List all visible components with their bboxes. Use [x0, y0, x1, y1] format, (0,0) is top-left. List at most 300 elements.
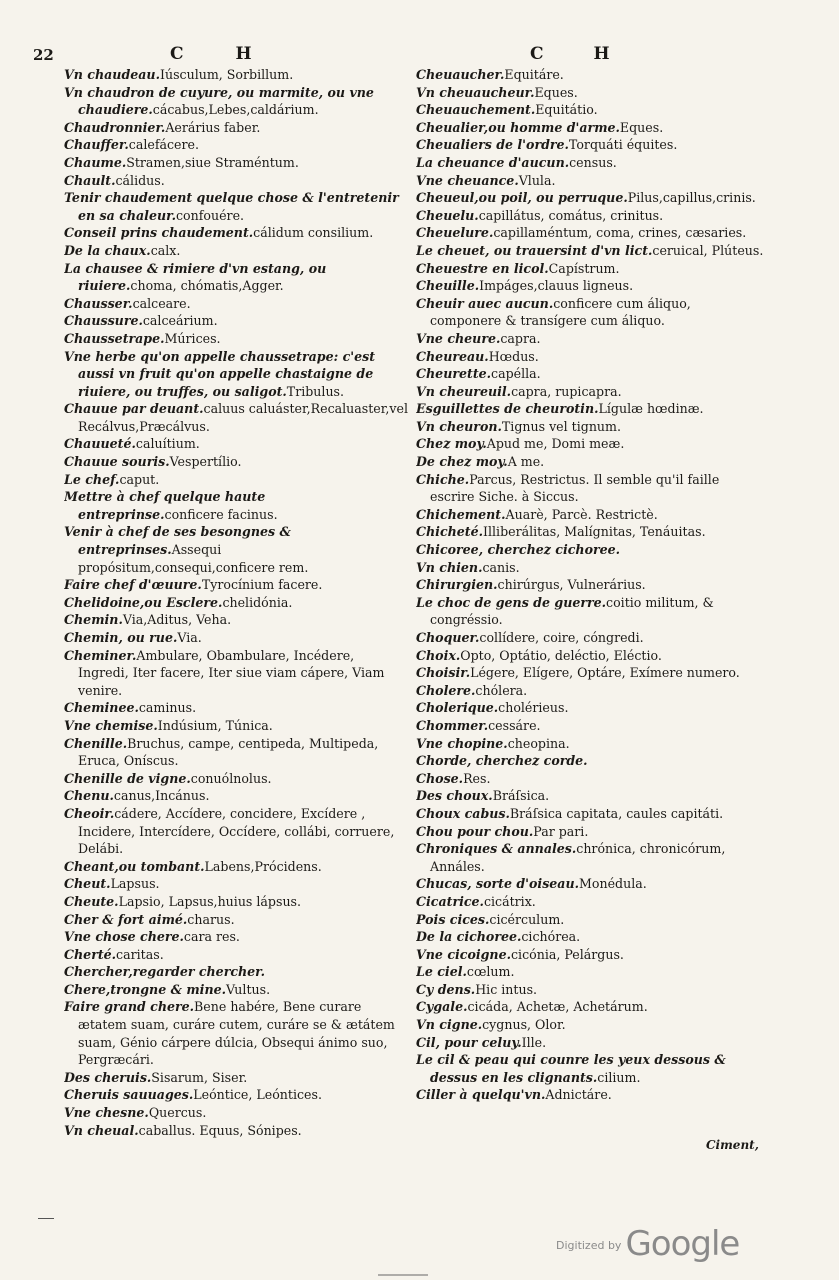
dictionary-entry: [64, 770, 408, 788]
dictionary-entry: [416, 330, 764, 348]
dictionary-entry: [416, 717, 764, 735]
dictionary-entry: [416, 66, 764, 84]
entry-latin: Leóntice, Leóntices.: [193, 1087, 322, 1103]
entry-latin: confouére.: [176, 207, 245, 223]
dictionary-entry: [64, 629, 408, 647]
entry-latin: Equitáre.: [504, 67, 564, 82]
dictionary-entry: [416, 207, 764, 225]
dictionary-entry: [416, 295, 764, 330]
entry-latin: cilium.: [597, 1069, 641, 1085]
dictionary-entry: [416, 471, 764, 506]
dictionary-entry: [416, 998, 764, 1016]
entry-headword: Venir à chef de ses besongnes & entreprinses.: [64, 524, 291, 558]
dictionary-entry: [64, 119, 408, 137]
entry-latin: Bruchus, campe, centipeda, Multipeda, Eruca, Oníscus.: [78, 735, 379, 769]
entry-latin: capra, rupicapra.: [511, 383, 622, 399]
entry-latin: calceárium.: [142, 313, 218, 329]
dictionary-entry: [64, 1069, 408, 1087]
entry-latin: Hœdus.: [488, 348, 539, 364]
entry-latin: Stramen,siue Straméntum.: [126, 154, 299, 170]
entry-headword: Vne cheuance.: [416, 172, 519, 188]
dictionary-entry: [64, 998, 408, 1068]
entry-latin: Indúsium, Túnica.: [157, 717, 273, 733]
dictionary-entry: [64, 699, 408, 717]
entry-latin: cheopina.: [507, 735, 570, 751]
entry-latin: cicérculum.: [489, 911, 565, 927]
entry-latin: Lapsio, Lapsus,huius lápsus.: [118, 893, 302, 909]
dictionary-entry: [416, 1051, 764, 1086]
entry-latin: Légere, Elígere, Optáre, Exímere numero.: [470, 665, 740, 681]
dictionary-entry: [64, 260, 408, 295]
dictionary-entry: [64, 66, 408, 84]
entry-latin: conuólnolus.: [190, 770, 272, 786]
entry-headword: Chault.: [64, 172, 116, 188]
entry-headword: Cheoir.: [64, 805, 115, 821]
entry-headword: Faire chef d'œuure.: [64, 577, 202, 593]
entry-headword: Chauueté.: [64, 436, 136, 452]
entry-latin: Capístrum.: [548, 260, 620, 276]
dictionary-entry: [64, 242, 408, 260]
entry-latin: Par pari.: [533, 823, 589, 839]
entry-headword: Chenu.: [64, 788, 114, 804]
entry-headword: De chez moy.: [416, 454, 508, 470]
footer-mark: [38, 1218, 54, 1219]
footer-mark: [378, 1274, 428, 1276]
entry-latin: chirúrgus, Vulnerárius.: [497, 577, 646, 593]
dictionary-entry: [416, 1016, 764, 1034]
running-header-left: [170, 44, 254, 64]
entry-headword: Chirurgien.: [416, 577, 498, 593]
entry-headword: Ciller à quelqu'vn.: [416, 1087, 546, 1103]
entry-headword: Chez moy.: [416, 436, 487, 452]
entry-headword: Chou pour chou.: [416, 823, 534, 839]
dictionary-entry: [64, 189, 408, 224]
entry-latin: cygnus, Olor.: [482, 1017, 566, 1033]
entry-headword: Vne chopine.: [416, 735, 508, 751]
digitized-prefix: Digitized by: [556, 1239, 622, 1252]
entry-headword: Chorde, cherchez corde.: [416, 753, 588, 769]
dictionary-entry: [416, 981, 764, 999]
dictionary-entry: [64, 787, 408, 805]
entry-headword: Choux cabus.: [416, 805, 510, 821]
entry-latin: Via.: [177, 630, 202, 645]
dictionary-entry: [416, 136, 764, 154]
entry-latin: cácabus,Lebes,caldárium.: [152, 102, 319, 118]
dictionary-entry: [416, 189, 764, 207]
dictionary-entry: [64, 647, 408, 700]
entry-headword: Vn chien.: [416, 559, 483, 575]
entry-latin: Bráſsica.: [492, 788, 550, 804]
dictionary-entry: [416, 260, 764, 278]
dictionary-entry: [416, 523, 764, 541]
entry-latin: cichórea.: [521, 929, 581, 945]
entry-latin: Iúsculum, Sorbillum.: [159, 67, 294, 82]
entry-headword: Des cheruis.: [64, 1069, 152, 1085]
entry-latin: calceare.: [132, 295, 191, 311]
entry-headword: Cheuaucher.: [416, 67, 505, 82]
entry-headword: Chicoree, cherchez cichoree.: [416, 542, 621, 558]
entry-headword: Cheute.: [64, 893, 119, 909]
dictionary-entry: [416, 348, 764, 366]
entry-latin: Tyrocínium facere.: [201, 577, 323, 593]
entry-headword: Conseil prins chaudement.: [64, 225, 254, 241]
dictionary-entry: [64, 981, 408, 999]
entry-latin: choma, chómatis,Agger.: [130, 278, 284, 294]
dictionary-entry: [416, 735, 764, 753]
dictionary-entry: [416, 664, 764, 682]
entry-latin: chólera.: [475, 682, 528, 698]
header-letter: H: [235, 44, 254, 64]
header-letter: H: [593, 44, 612, 64]
entry-latin: Quercus.: [148, 1105, 207, 1121]
entry-headword: Cheualiers de l'ordre.: [416, 137, 569, 153]
entry-headword: Des choux.: [416, 788, 493, 804]
dictionary-entry: [64, 295, 408, 313]
dictionary-entry: [416, 1086, 764, 1104]
entry-headword: Vn cheuaucheur.: [416, 84, 535, 100]
dictionary-entry: [416, 699, 764, 717]
entry-latin: Res.: [463, 770, 491, 786]
dictionary-entry: [64, 471, 408, 489]
catchword: Ciment,: [706, 1138, 759, 1152]
page-number: 22: [33, 46, 54, 64]
dictionary-entry: [64, 858, 408, 876]
entry-latin: Tribulus.: [286, 383, 345, 399]
dictionary-entry: [416, 629, 764, 647]
entry-latin: Ille.: [521, 1034, 547, 1050]
entry-latin: calx.: [150, 242, 181, 258]
dictionary-entry: [416, 383, 764, 401]
entry-headword: Cheruis sauuages.: [64, 1087, 194, 1103]
entry-headword: Chaume.: [64, 154, 127, 170]
entry-headword: Chenille.: [64, 735, 128, 751]
entry-headword: Chauffer.: [64, 137, 129, 153]
entry-headword: Cy dens.: [416, 981, 476, 997]
entry-headword: Chiche.: [416, 471, 470, 487]
entry-latin: Opto, Optátio, deléctio, Eléctio.: [460, 647, 662, 663]
entry-latin: Via,Aditus, Veha.: [122, 612, 232, 628]
entry-latin: charus.: [187, 911, 235, 927]
entry-latin: Sisarum, Siser.: [151, 1069, 248, 1085]
dictionary-entry: [64, 348, 408, 401]
entry-latin: Bráſsica capitata, caules capitáti.: [509, 805, 724, 821]
dictionary-entry: [416, 559, 764, 577]
dictionary-entry: [416, 154, 764, 172]
entry-latin: Vlula.: [518, 172, 556, 188]
left-column: [64, 66, 408, 1139]
entry-headword: Cholere.: [416, 682, 476, 698]
google-logo: Google: [625, 1224, 740, 1264]
entry-headword: Vne chose chere.: [64, 929, 184, 945]
entry-latin: conficere facinus.: [164, 506, 278, 522]
entry-headword: Le ciel.: [416, 964, 467, 980]
entry-latin: collídere, coire, cóngredi.: [479, 630, 644, 645]
entry-headword: Cheuir auec aucun.: [416, 295, 554, 311]
entry-latin: chrónica, chronicórum, Annáles.: [430, 841, 726, 874]
entry-headword: Le chef.: [64, 471, 120, 487]
dictionary-entry: [64, 911, 408, 929]
entry-latin: cholérieus.: [498, 700, 569, 716]
dictionary-entry: [416, 242, 764, 260]
dictionary-entry: [416, 224, 764, 242]
entry-latin: cicáda, Achetæ, Achetárum.: [467, 999, 648, 1015]
dictionary-entry: [64, 435, 408, 453]
entry-latin: cessáre.: [488, 717, 541, 733]
dictionary-entry: [64, 805, 408, 858]
dictionary-entry: [416, 840, 764, 875]
entry-latin: capillátus, comátus, crinitus.: [478, 207, 664, 223]
dictionary-entry: [416, 787, 764, 805]
entry-latin: caput.: [119, 471, 160, 487]
entry-headword: Cheut.: [64, 876, 111, 892]
entry-latin: Impáges,clauus ligneus.: [479, 278, 634, 294]
dictionary-entry: [64, 1122, 408, 1140]
dictionary-entry: [416, 770, 764, 788]
right-column: [416, 66, 764, 1104]
entry-headword: La cheuance d'aucun.: [416, 154, 570, 170]
entry-headword: Chausser.: [64, 295, 133, 311]
entry-headword: Cherté.: [64, 946, 117, 962]
dictionary-entry: [416, 400, 764, 418]
entry-headword: Le cil & peau qui counre les yeux dessous & dessus en les clignants.: [416, 1052, 726, 1085]
entry-latin: Lapsus.: [110, 876, 160, 892]
dictionary-entry: [64, 84, 408, 119]
entry-latin: Hic intus.: [475, 981, 538, 997]
entry-headword: Chelidoine,ou Esclere.: [64, 594, 223, 610]
dictionary-entry: [64, 963, 408, 981]
dictionary-entry: [416, 911, 764, 929]
entry-headword: Cheureau.: [416, 348, 489, 364]
dictionary-entry: [64, 136, 408, 154]
dictionary-entry: [416, 963, 764, 981]
entry-headword: Chemin, ou rue.: [64, 630, 178, 645]
dictionary-entry: [64, 611, 408, 629]
dictionary-entry: [64, 224, 408, 242]
entry-latin: caballus. Equus, Sónipes.: [138, 1122, 302, 1138]
entry-headword: Esguillettes de cheurotin.: [416, 401, 599, 417]
entry-latin: Pilus,capillus,crinis.: [627, 190, 756, 206]
dictionary-entry: [416, 682, 764, 700]
entry-headword: Chommer.: [416, 717, 489, 733]
entry-headword: Faire grand chere.: [64, 999, 195, 1015]
entry-headword: Chichement.: [416, 506, 506, 522]
dictionary-entry: [416, 453, 764, 471]
entry-headword: Le choc de gens de guerre.: [416, 594, 607, 610]
entry-latin: cicónia, Pelárgus.: [511, 946, 624, 962]
digitized-by-watermark: [556, 1224, 739, 1264]
entry-headword: Cicatrice.: [416, 893, 484, 909]
entry-latin: ceruical, Plúteus.: [652, 242, 764, 258]
entry-headword: Cheminer.: [64, 647, 137, 663]
dictionary-entry: [64, 400, 408, 435]
entry-headword: Cholerique.: [416, 700, 499, 716]
dictionary-entry: [416, 576, 764, 594]
dictionary-entry: [64, 330, 408, 348]
dictionary-entry: [416, 435, 764, 453]
dictionary-entry: [416, 418, 764, 436]
dictionary-entry: [64, 172, 408, 190]
entry-latin: cádere, Accídere, concidere, Excídere , Incidere, Intercídere, Occídere, collábi, corruere, Delábi.: [78, 805, 395, 857]
entry-headword: Chaudronnier.: [64, 119, 166, 135]
dictionary-entry: [64, 1086, 408, 1104]
dictionary-entry: [416, 84, 764, 102]
entry-headword: Cheuelu.: [416, 207, 479, 223]
entry-headword: Cheuelure.: [416, 225, 494, 241]
entry-latin: coitio militum, & congréssio.: [430, 594, 714, 628]
dictionary-entry: [64, 1104, 408, 1122]
dictionary-entry: [64, 154, 408, 172]
dictionary-entry: [416, 805, 764, 823]
entry-headword: Cheueul,ou poil, ou perruque.: [416, 190, 628, 206]
entry-headword: Vne chesne.: [64, 1105, 149, 1121]
entry-headword: Cygale.: [416, 999, 468, 1015]
entry-latin: capillaméntum, coma, crines, cæsaries.: [493, 225, 747, 241]
entry-latin: Illiberálitas, Malígnitas, Tenáuitas.: [483, 524, 706, 540]
entry-latin: Torquáti équites.: [568, 137, 678, 153]
entry-headword: Chucas, sorte d'oiseau.: [416, 876, 580, 892]
entry-headword: Vn cheual.: [64, 1122, 139, 1138]
entry-latin: caluus caluáster,Recaluaster,vel Recálvus,Præcálvus.: [78, 401, 408, 434]
dictionary-entry: [64, 946, 408, 964]
entry-latin: Monédula.: [579, 876, 647, 892]
entry-latin: Equitátio.: [535, 102, 598, 118]
dictionary-entry: [64, 453, 408, 471]
entry-latin: Tignus vel tignum.: [501, 418, 621, 434]
entry-latin: Múrices.: [164, 330, 221, 346]
entry-headword: Cheuille.: [416, 278, 480, 294]
entry-headword: Chauue par deuant.: [64, 401, 204, 417]
entry-latin: Lígulæ hœdinæ.: [598, 401, 704, 417]
dictionary-entry: [64, 928, 408, 946]
dictionary-entry: [416, 101, 764, 119]
dictionary-entry: [64, 875, 408, 893]
entry-headword: Cheualier,ou homme d'arme.: [416, 119, 620, 135]
entry-latin: caritas.: [116, 946, 164, 962]
dictionary-entry: [416, 277, 764, 295]
entry-headword: Chaussure.: [64, 313, 143, 329]
dictionary-entry: [416, 594, 764, 629]
dictionary-entry: [416, 1034, 764, 1052]
entry-headword: Mettre à chef quelque haute entreprinse.: [64, 489, 266, 522]
dictionary-entry: [64, 488, 408, 523]
entry-headword: Chemin.: [64, 612, 123, 628]
entry-headword: Chercher,regarder chercher.: [64, 964, 266, 980]
entry-latin: cicátrix.: [483, 893, 536, 909]
entry-latin: Apud me, Domi meæ.: [486, 436, 625, 452]
dictionary-entry: [416, 119, 764, 137]
entry-headword: Vn cigne.: [416, 1017, 483, 1033]
entry-headword: Vn cheuron.: [416, 418, 502, 434]
entry-latin: Eques.: [534, 84, 578, 100]
entry-headword: De la cichoree.: [416, 929, 522, 945]
entry-headword: De la chaux.: [64, 242, 151, 258]
dictionary-entry: [416, 928, 764, 946]
entry-latin: Eques.: [619, 119, 664, 135]
dictionary-entry: [64, 717, 408, 735]
dictionary-entry: [64, 735, 408, 770]
entry-latin: cara res.: [183, 929, 240, 945]
dictionary-entry: [416, 541, 764, 559]
entry-latin: conficere cum áliquo, componere & transígere cum áliquo.: [430, 295, 691, 329]
entry-headword: Vn chaudron de cuyure, ou marmite, ou vne chaudiere.: [64, 84, 374, 118]
dictionary-entry: [416, 647, 764, 665]
entry-latin: caminus.: [138, 700, 197, 716]
dictionary-entry: [416, 172, 764, 190]
entry-headword: Vne herbe qu'on appelle chaussetrape: c'est aussi vn fruit qu'on appelle chastaigne de riuiere, ou truffes, ou saligot.: [64, 348, 376, 399]
entry-latin: Bene habére, Bene curare ætatem suam, curáre cutem, curáre se & ætátem suam, Génio cárpere dúlcia, Obsequi ánimo suo, Pergræcári.: [78, 999, 395, 1068]
dictionary-entry: [416, 893, 764, 911]
entry-headword: Cheminee.: [64, 700, 139, 716]
entry-latin: Adnictáre.: [545, 1087, 612, 1103]
entry-latin: capélla.: [491, 366, 541, 382]
header-letter: C: [170, 44, 186, 64]
header-letter: C: [530, 44, 546, 64]
entry-latin: Labens,Prócidens.: [204, 858, 322, 874]
entry-latin: chelidónia.: [222, 594, 293, 610]
dictionary-entry: [64, 594, 408, 612]
entry-latin: canus,Incánus.: [113, 788, 210, 804]
entry-headword: Choisir.: [416, 665, 471, 681]
entry-headword: Choix.: [416, 647, 461, 663]
entry-headword: Vne chemise.: [64, 717, 158, 733]
entry-headword: Choquer.: [416, 630, 480, 645]
entry-headword: Pois cices.: [416, 911, 490, 927]
dictionary-entry: [416, 823, 764, 841]
dictionary-entry: [64, 576, 408, 594]
entry-latin: Assequi propósitum,consequi,conficere rem.: [78, 542, 309, 575]
entry-headword: Chauue souris.: [64, 454, 170, 470]
entry-latin: caluítium.: [135, 436, 200, 452]
entry-headword: Tenir chaudement quelque chose & l'entretenir en sa chaleur.: [64, 190, 399, 223]
entry-latin: calefácere.: [128, 137, 199, 153]
entry-headword: Chenille de vigne.: [64, 770, 191, 786]
dictionary-entry: [416, 365, 764, 383]
entry-latin: A me.: [507, 454, 545, 470]
running-header-right: [530, 44, 612, 64]
entry-latin: cálidus.: [115, 172, 165, 188]
entry-headword: Cher & fort aimé.: [64, 911, 188, 927]
entry-latin: cálidum consilium.: [253, 225, 374, 241]
entry-headword: Vn cheureuil.: [416, 383, 512, 399]
entry-latin: cœlum.: [466, 964, 515, 980]
dictionary-entry: [416, 752, 764, 770]
dictionary-entry: [416, 946, 764, 964]
entry-headword: Vn chaudeau.: [64, 67, 160, 82]
entry-headword: Cheuauchement.: [416, 102, 536, 118]
dictionary-entry: [64, 312, 408, 330]
dictionary-entry: [64, 523, 408, 576]
entry-latin: Aerárius faber.: [165, 119, 261, 135]
entry-latin: Auarè, Parcè. Restrictè.: [505, 506, 658, 522]
entry-headword: Cheuestre en licol.: [416, 260, 549, 276]
dictionary-entry: [416, 506, 764, 524]
entry-latin: Vespertílio.: [169, 454, 242, 470]
entry-latin: Ambulare, Obambulare, Incédere, Ingredi, Iter facere, Iter siue viam cápere, Viam venire.: [78, 647, 385, 698]
entry-headword: Chroniques & annales.: [416, 841, 577, 857]
entry-latin: canis.: [482, 559, 520, 575]
entry-headword: Le cheuet, ou trauersint d'vn lict.: [416, 242, 653, 258]
entry-latin: capra.: [500, 330, 541, 346]
entry-headword: Chose.: [416, 770, 464, 786]
entry-headword: Vne cicoigne.: [416, 946, 511, 962]
entry-latin: Parcus, Restrictus. Il semble qu'il faille escrire Siche. à Siccus.: [430, 471, 720, 505]
entry-headword: Vne cheure.: [416, 330, 501, 346]
entry-headword: Cheurette.: [416, 366, 492, 382]
entry-headword: Chaussetrape.: [64, 330, 165, 346]
entry-headword: La chausee & rimiere d'vn estang, ou riuiere.: [64, 260, 327, 294]
entry-headword: Chere,trongne & mine.: [64, 981, 227, 997]
entry-latin: Vultus.: [226, 981, 271, 997]
